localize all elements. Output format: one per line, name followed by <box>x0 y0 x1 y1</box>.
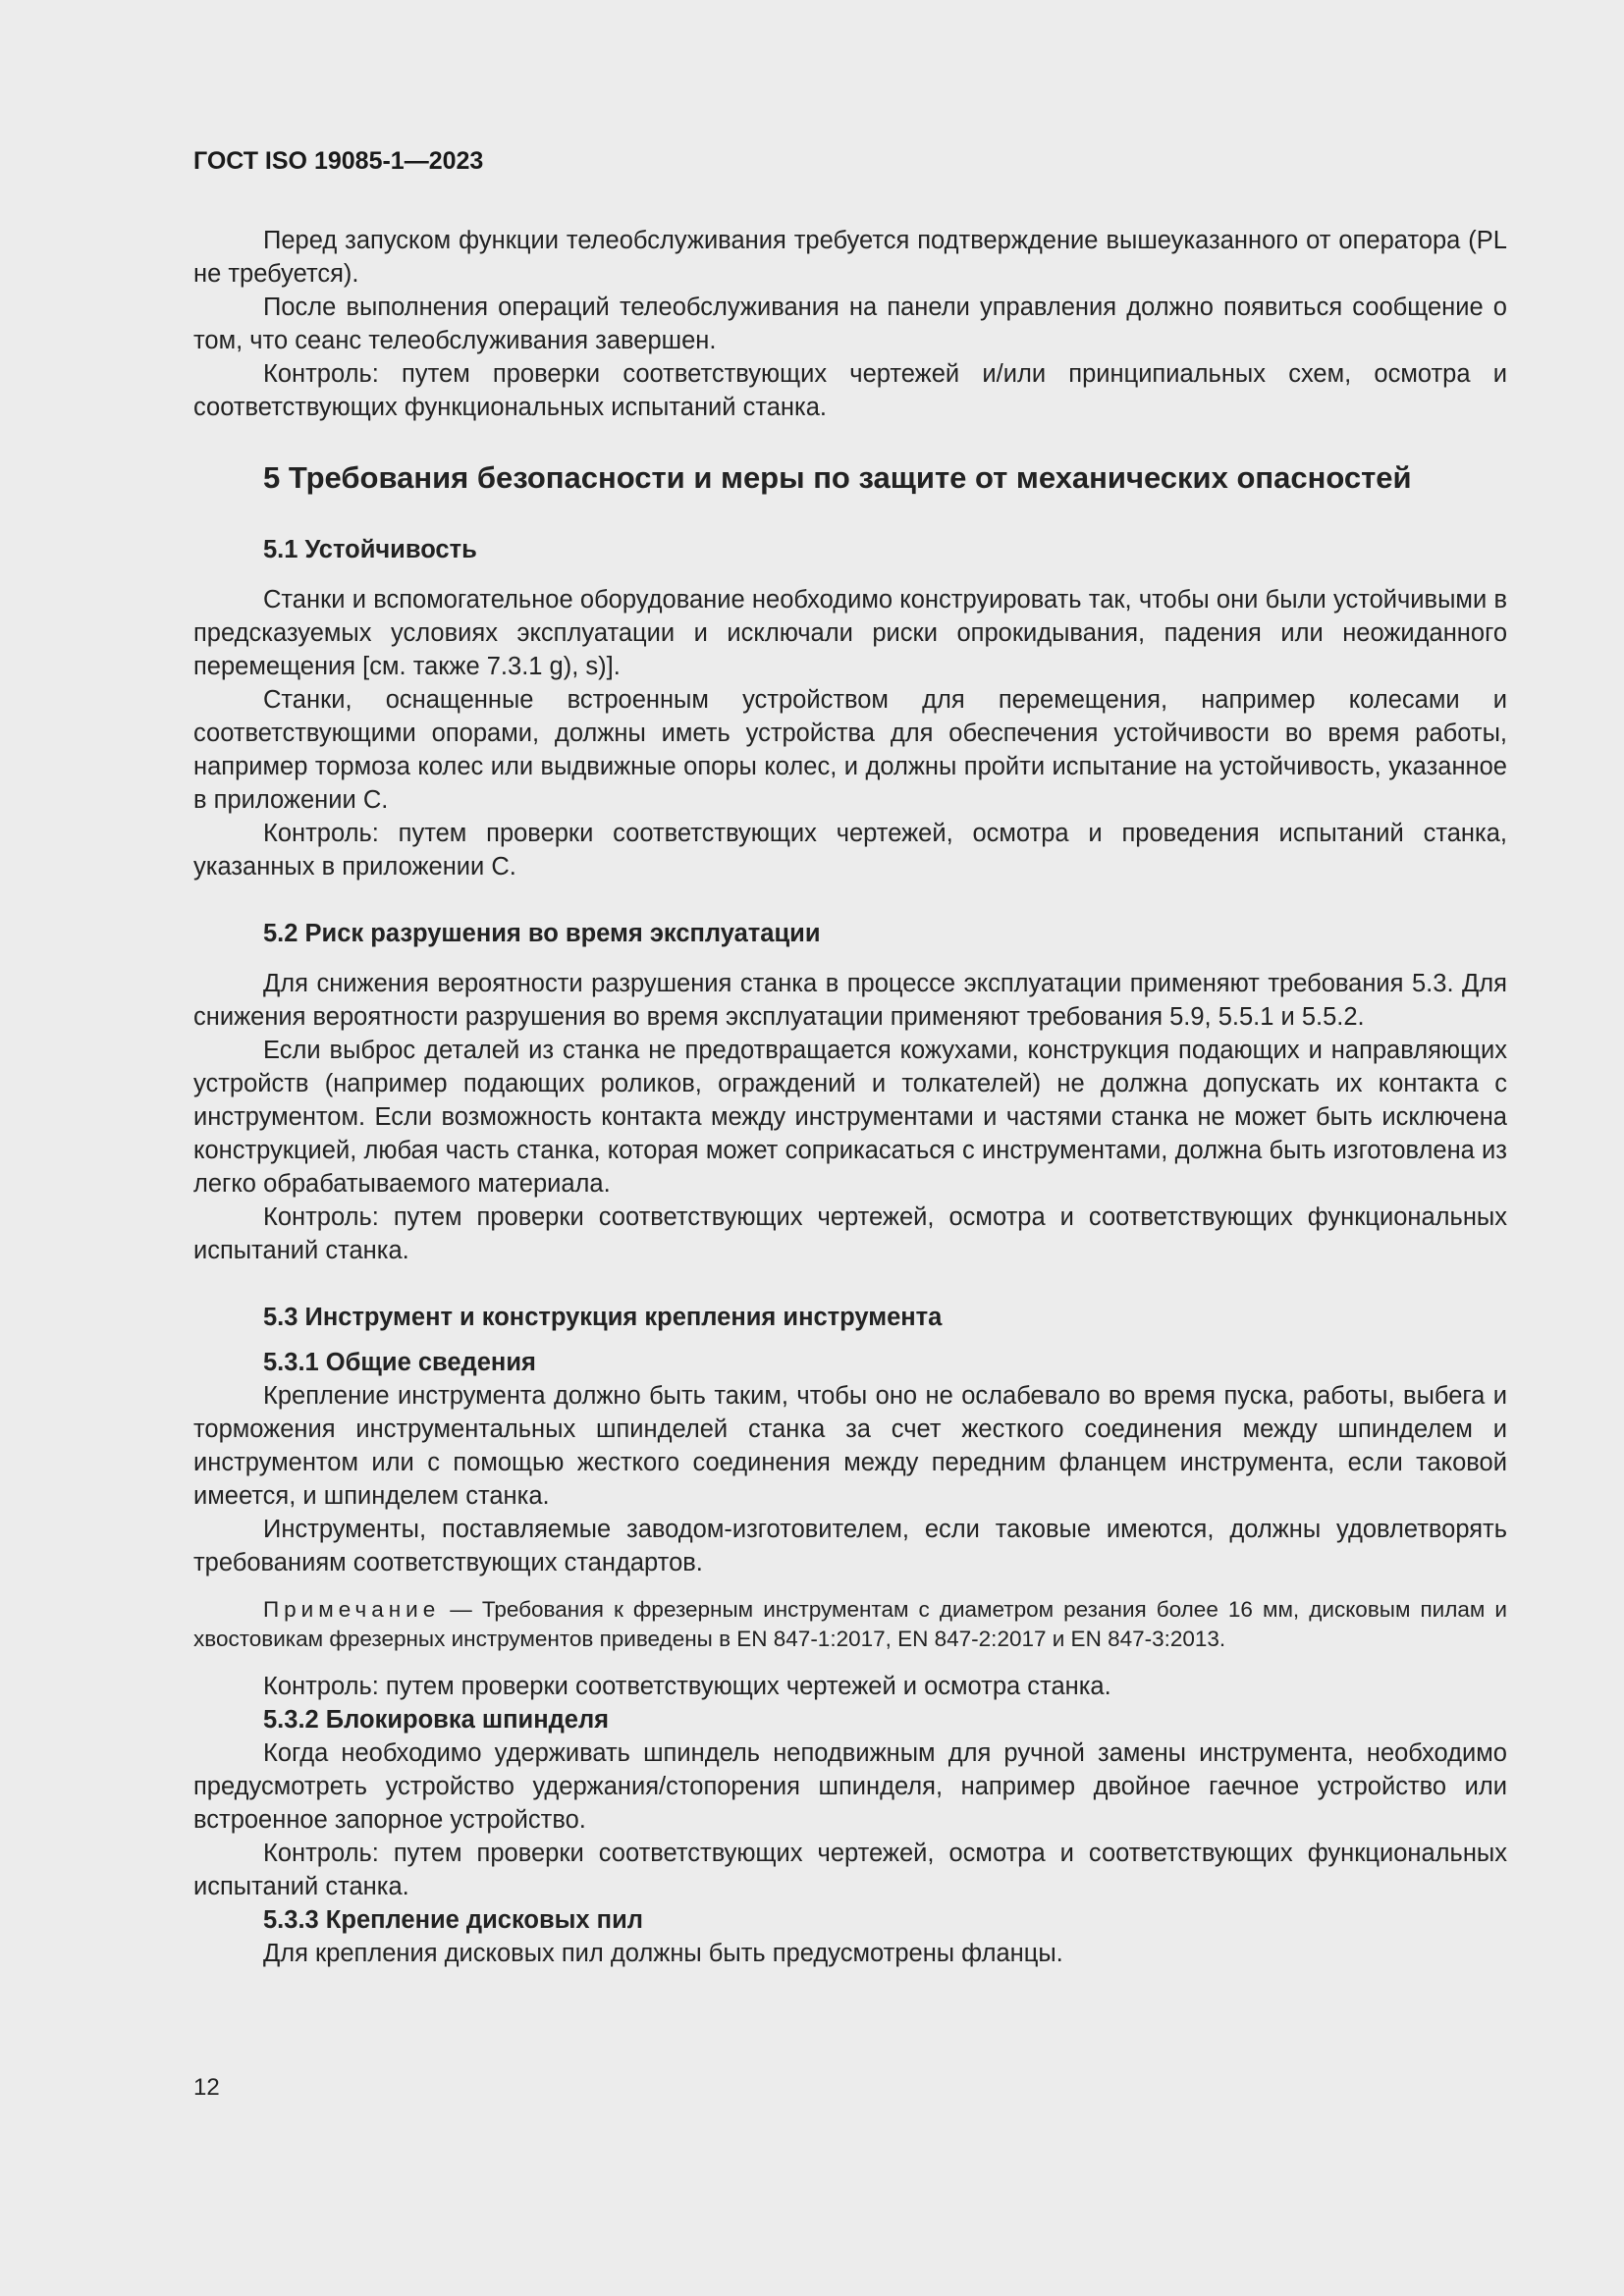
note-text: — Требования к фрезерным инструментам с диаметром резания более 16 мм, дисковым пилам и хвостовикам фрезерных инструментов приведены в EN 847-1:2017, EN 847-2:2017 и EN 847-3:2013. <box>193 1597 1507 1651</box>
paragraph: Контроль: путем проверки соответствующих чертежей и осмотра станка. <box>263 1673 1111 1700</box>
paragraph: Если выброс деталей из станка не предотвращается кожухами, конструкция подающих и направляющих устройств (например подающих роликов, ограждений и толкателей) не должна допускать их контакта с инструментом. Если возможность контакта между инструментами и частями станка не может быть исключена конструкцией, любая часть станка, которая может соприкасаться с инструментами, должна быть изготовлена из легко обрабатываемого материала. <box>193 1037 1507 1198</box>
paragraph: Инструменты, поставляемые заводом-изготовителем, если таковые имеются, должны удовлетворять требованиям соответствующих стандартов. <box>193 1516 1507 1576</box>
paragraph: Станки, оснащенные встроенным устройством для перемещения, например колесами и соответствующими опорами, должны иметь устройства для обеспечения устойчивости во время работы, например тормоза колес или выдвижные опоры колес, и должны пройти испытание на устойчивость, указанное в приложении С. <box>193 686 1507 814</box>
section-5-3-title: 5.3 Инструмент и конструкция крепления инструмента <box>263 1304 943 1331</box>
section-5-3-1-title: 5.3.1 Общие сведения <box>263 1349 536 1376</box>
paragraph: Для крепления дисковых пил должны быть предусмотрены фланцы. <box>263 1940 1063 1967</box>
paragraph: Контроль: путем проверки соответствующих чертежей, осмотра и соответствующих функциональных испытаний станка. <box>193 1203 1507 1264</box>
section-5-1-title: 5.1 Устойчивость <box>263 536 477 563</box>
paragraph: Перед запуском функции телеобслуживания требуется подтверждение вышеуказанного от оператора (PL не требуется). <box>193 227 1507 288</box>
section-5-2-title: 5.2 Риск разрушения во время эксплуатации <box>263 920 821 947</box>
paragraph: Когда необходимо удерживать шпиндель неподвижным для ручной замены инструмента, необходимо предусмотреть устройство удержания/стопорения шпинделя, например двойное гаечное устройство или встроенное запорное устройство. <box>193 1739 1507 1834</box>
document-header: ГОСТ ISO 19085-1—2023 <box>193 147 484 175</box>
section-5-title: 5 Требования безопасности и меры по защите от механических опасностей <box>263 460 1412 495</box>
paragraph: Контроль: путем проверки соответствующих чертежей, осмотра и проведения испытаний станка, указанных в приложении С. <box>193 820 1507 881</box>
note-label: Примечание <box>263 1597 441 1622</box>
section-5-3-3-title: 5.3.3 Крепление дисковых пил <box>263 1906 643 1934</box>
paragraph: Станки и вспомогательное оборудование необходимо конструировать так, чтобы они были устойчивыми в предсказуемых условиях эксплуатации и исключали риски опрокидывания, падения или неожиданного перемещения [см. также 7.3.1 g), s)]. <box>193 586 1507 680</box>
section-5-3-2-title: 5.3.2 Блокировка шпинделя <box>263 1706 610 1734</box>
paragraph: Контроль: путем проверки соответствующих чертежей, осмотра и соответствующих функциональных испытаний станка. <box>193 1840 1507 1900</box>
paragraph: После выполнения операций телеобслуживания на панели управления должно появиться сообщение о том, что сеанс телеобслуживания завершен. <box>193 294 1507 354</box>
page-content <box>193 224 1507 1970</box>
paragraph: Крепление инструмента должно быть таким, чтобы оно не ослабевало во время пуска, работы, выбега и торможения инструментальных шпинделей станка за счет жесткого соединения между шпинделем и инструментом или с помощью жесткого соединения между передним фланцем инструмента, если таковой имеется, и шпинделем станка. <box>193 1382 1507 1510</box>
paragraph: Для снижения вероятности разрушения станка в процессе эксплуатации применяют требования 5.3. Для снижения вероятности разрушения во время эксплуатации применяют требования 5.9, 5.5.1 и 5.5.2. <box>193 970 1507 1031</box>
note <box>193 1595 1507 1654</box>
paragraph: Контроль: путем проверки соответствующих чертежей и/или принципиальных схем, осмотра и соответствующих функциональных испытаний станка. <box>193 360 1507 421</box>
page-number: 12 <box>193 2074 220 2101</box>
